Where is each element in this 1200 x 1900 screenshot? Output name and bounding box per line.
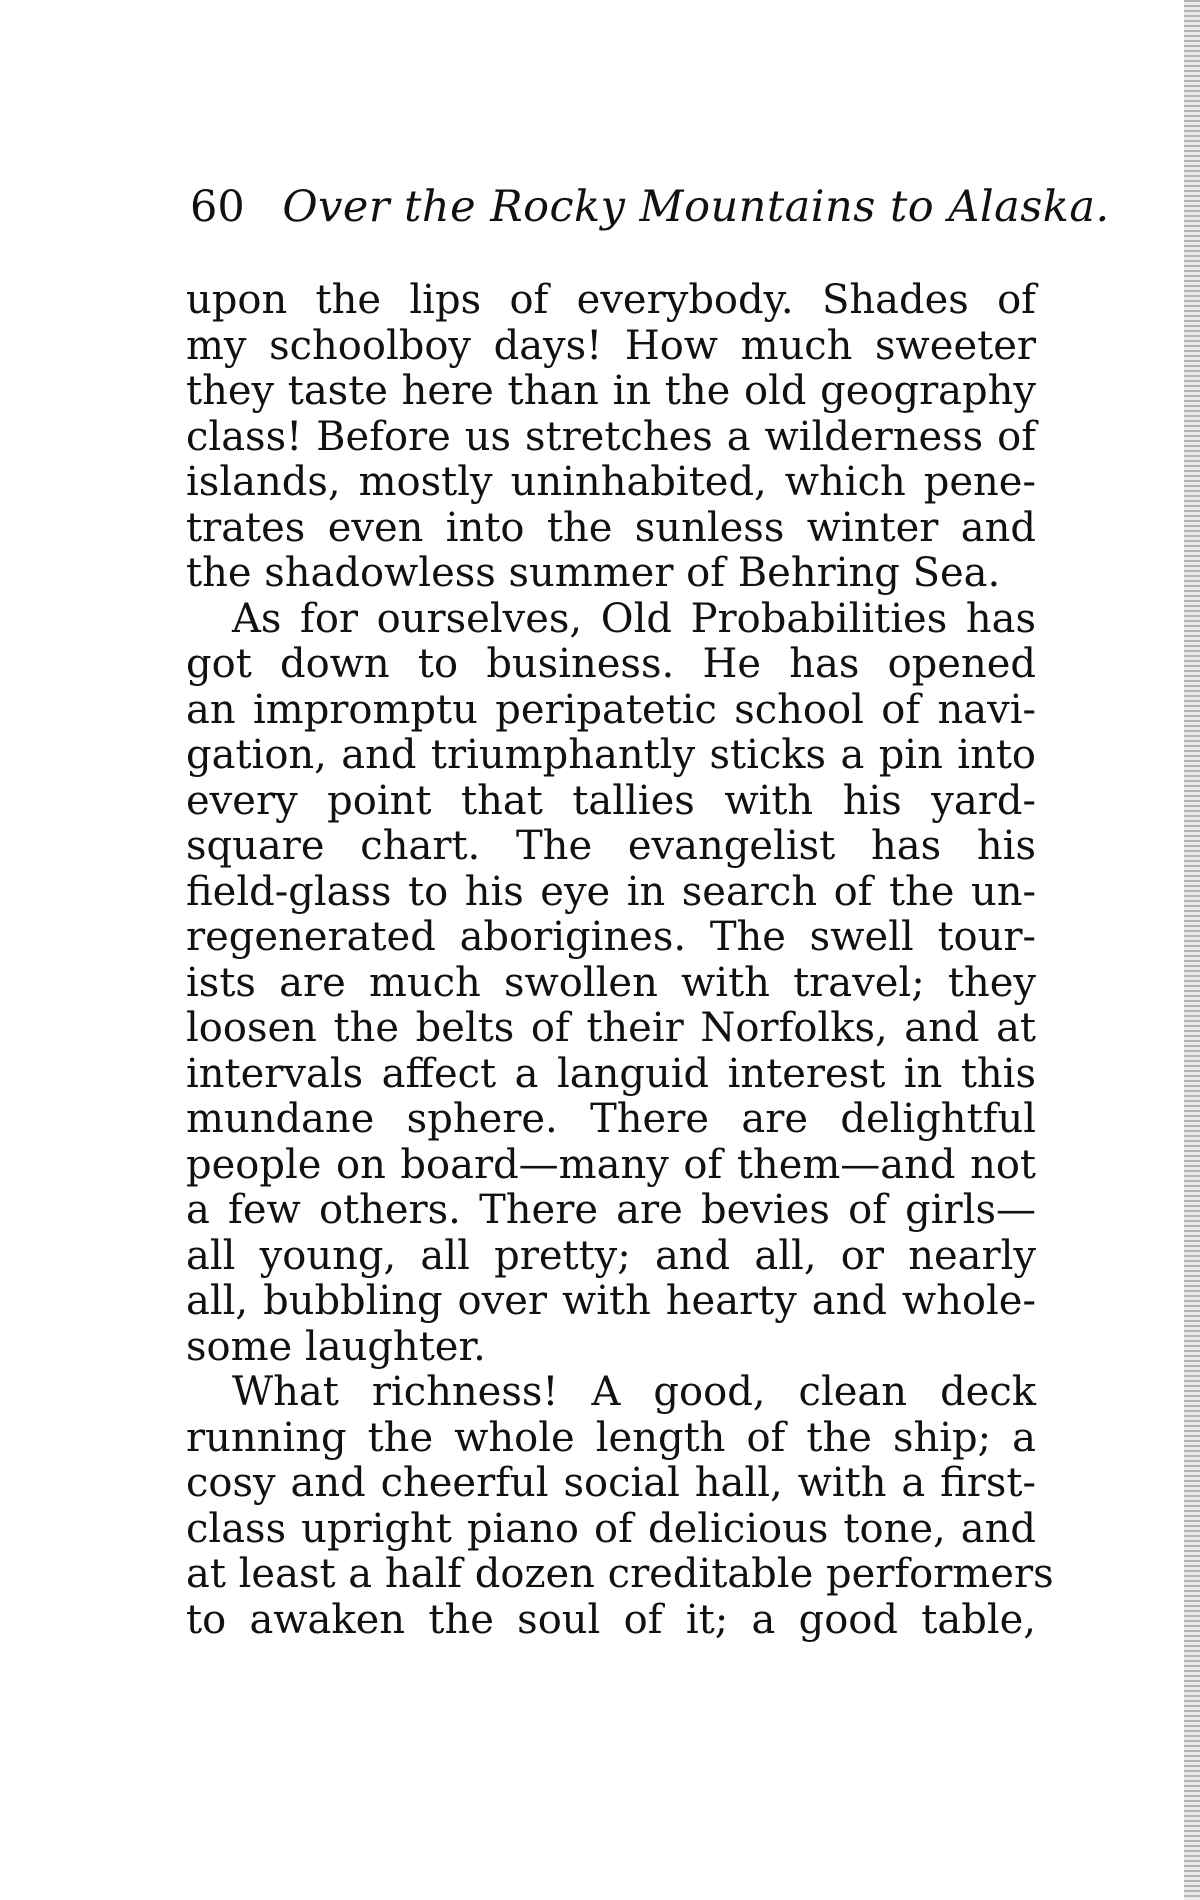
text-line: islands, mostly uninhabited, which pene- — [186, 459, 1036, 505]
page-number: 60 — [190, 182, 245, 232]
text-line: class! Before us stretches a wilderness of — [186, 413, 1036, 460]
body-text — [186, 277, 1054, 1643]
text-line: the shadowless summer of Behring Sea. — [186, 550, 1001, 596]
text-line: As for ourselves, Old Probabilities has — [232, 595, 1036, 642]
text-line: all young, all pretty; and all, or nearly — [186, 1232, 1036, 1279]
text-line: What richness! A good, clean deck — [232, 1369, 1036, 1415]
text-line: all, bubbling over with hearty and whole- — [186, 1278, 1036, 1324]
text-line: field-glass to his eye in search of the un- — [186, 868, 1036, 915]
text-line: class upright piano of delicious tone, and — [186, 1505, 1036, 1552]
text-line: every point that tallies with his yard- — [186, 777, 1036, 824]
running-header — [190, 182, 1110, 232]
text-line: regenerated aborigines. The swell tour- — [186, 914, 1036, 960]
text-line: got down to business. He has opened — [186, 641, 1036, 687]
text-line: they taste here than in the old geography — [186, 368, 1036, 414]
text-line: square chart. The evangelist has his — [186, 823, 1036, 869]
text-line: an impromptu peripatetic school of navi- — [186, 686, 1036, 733]
page-edge-scan-artifact — [1184, 0, 1200, 1900]
text-line: trates even into the sunless winter and — [186, 504, 1036, 551]
text-line: intervals affect a languid interest in this — [186, 1050, 1036, 1097]
text-line: gation, and triumphantly sticks a pin into — [186, 732, 1036, 778]
text-line: cosy and cheerful social hall, with a first- — [186, 1460, 1036, 1506]
text-line: at least a half dozen creditable performers — [186, 1551, 1054, 1597]
text-line: upon the lips of everybody. Shades of — [186, 277, 1036, 323]
text-line: my schoolboy days! How much sweeter — [186, 322, 1036, 369]
text-line: mundane sphere. There are delightful — [186, 1096, 1036, 1142]
text-line: some laughter. — [186, 1323, 486, 1370]
running-title: Over the Rocky Mountains to Alaska. — [282, 182, 1110, 232]
text-line: loosen the belts of their Norfolks, and at — [186, 1005, 1036, 1051]
text-line: running the whole length of the ship; a — [186, 1414, 1036, 1461]
text-line: ists are much swollen with travel; they — [186, 959, 1036, 1006]
text-line: a few others. There are bevies of girls— — [186, 1187, 1036, 1233]
text-line: people on board—many of them—and not — [186, 1141, 1036, 1188]
text-line: to awaken the soul of it; a good table, — [186, 1596, 1036, 1643]
